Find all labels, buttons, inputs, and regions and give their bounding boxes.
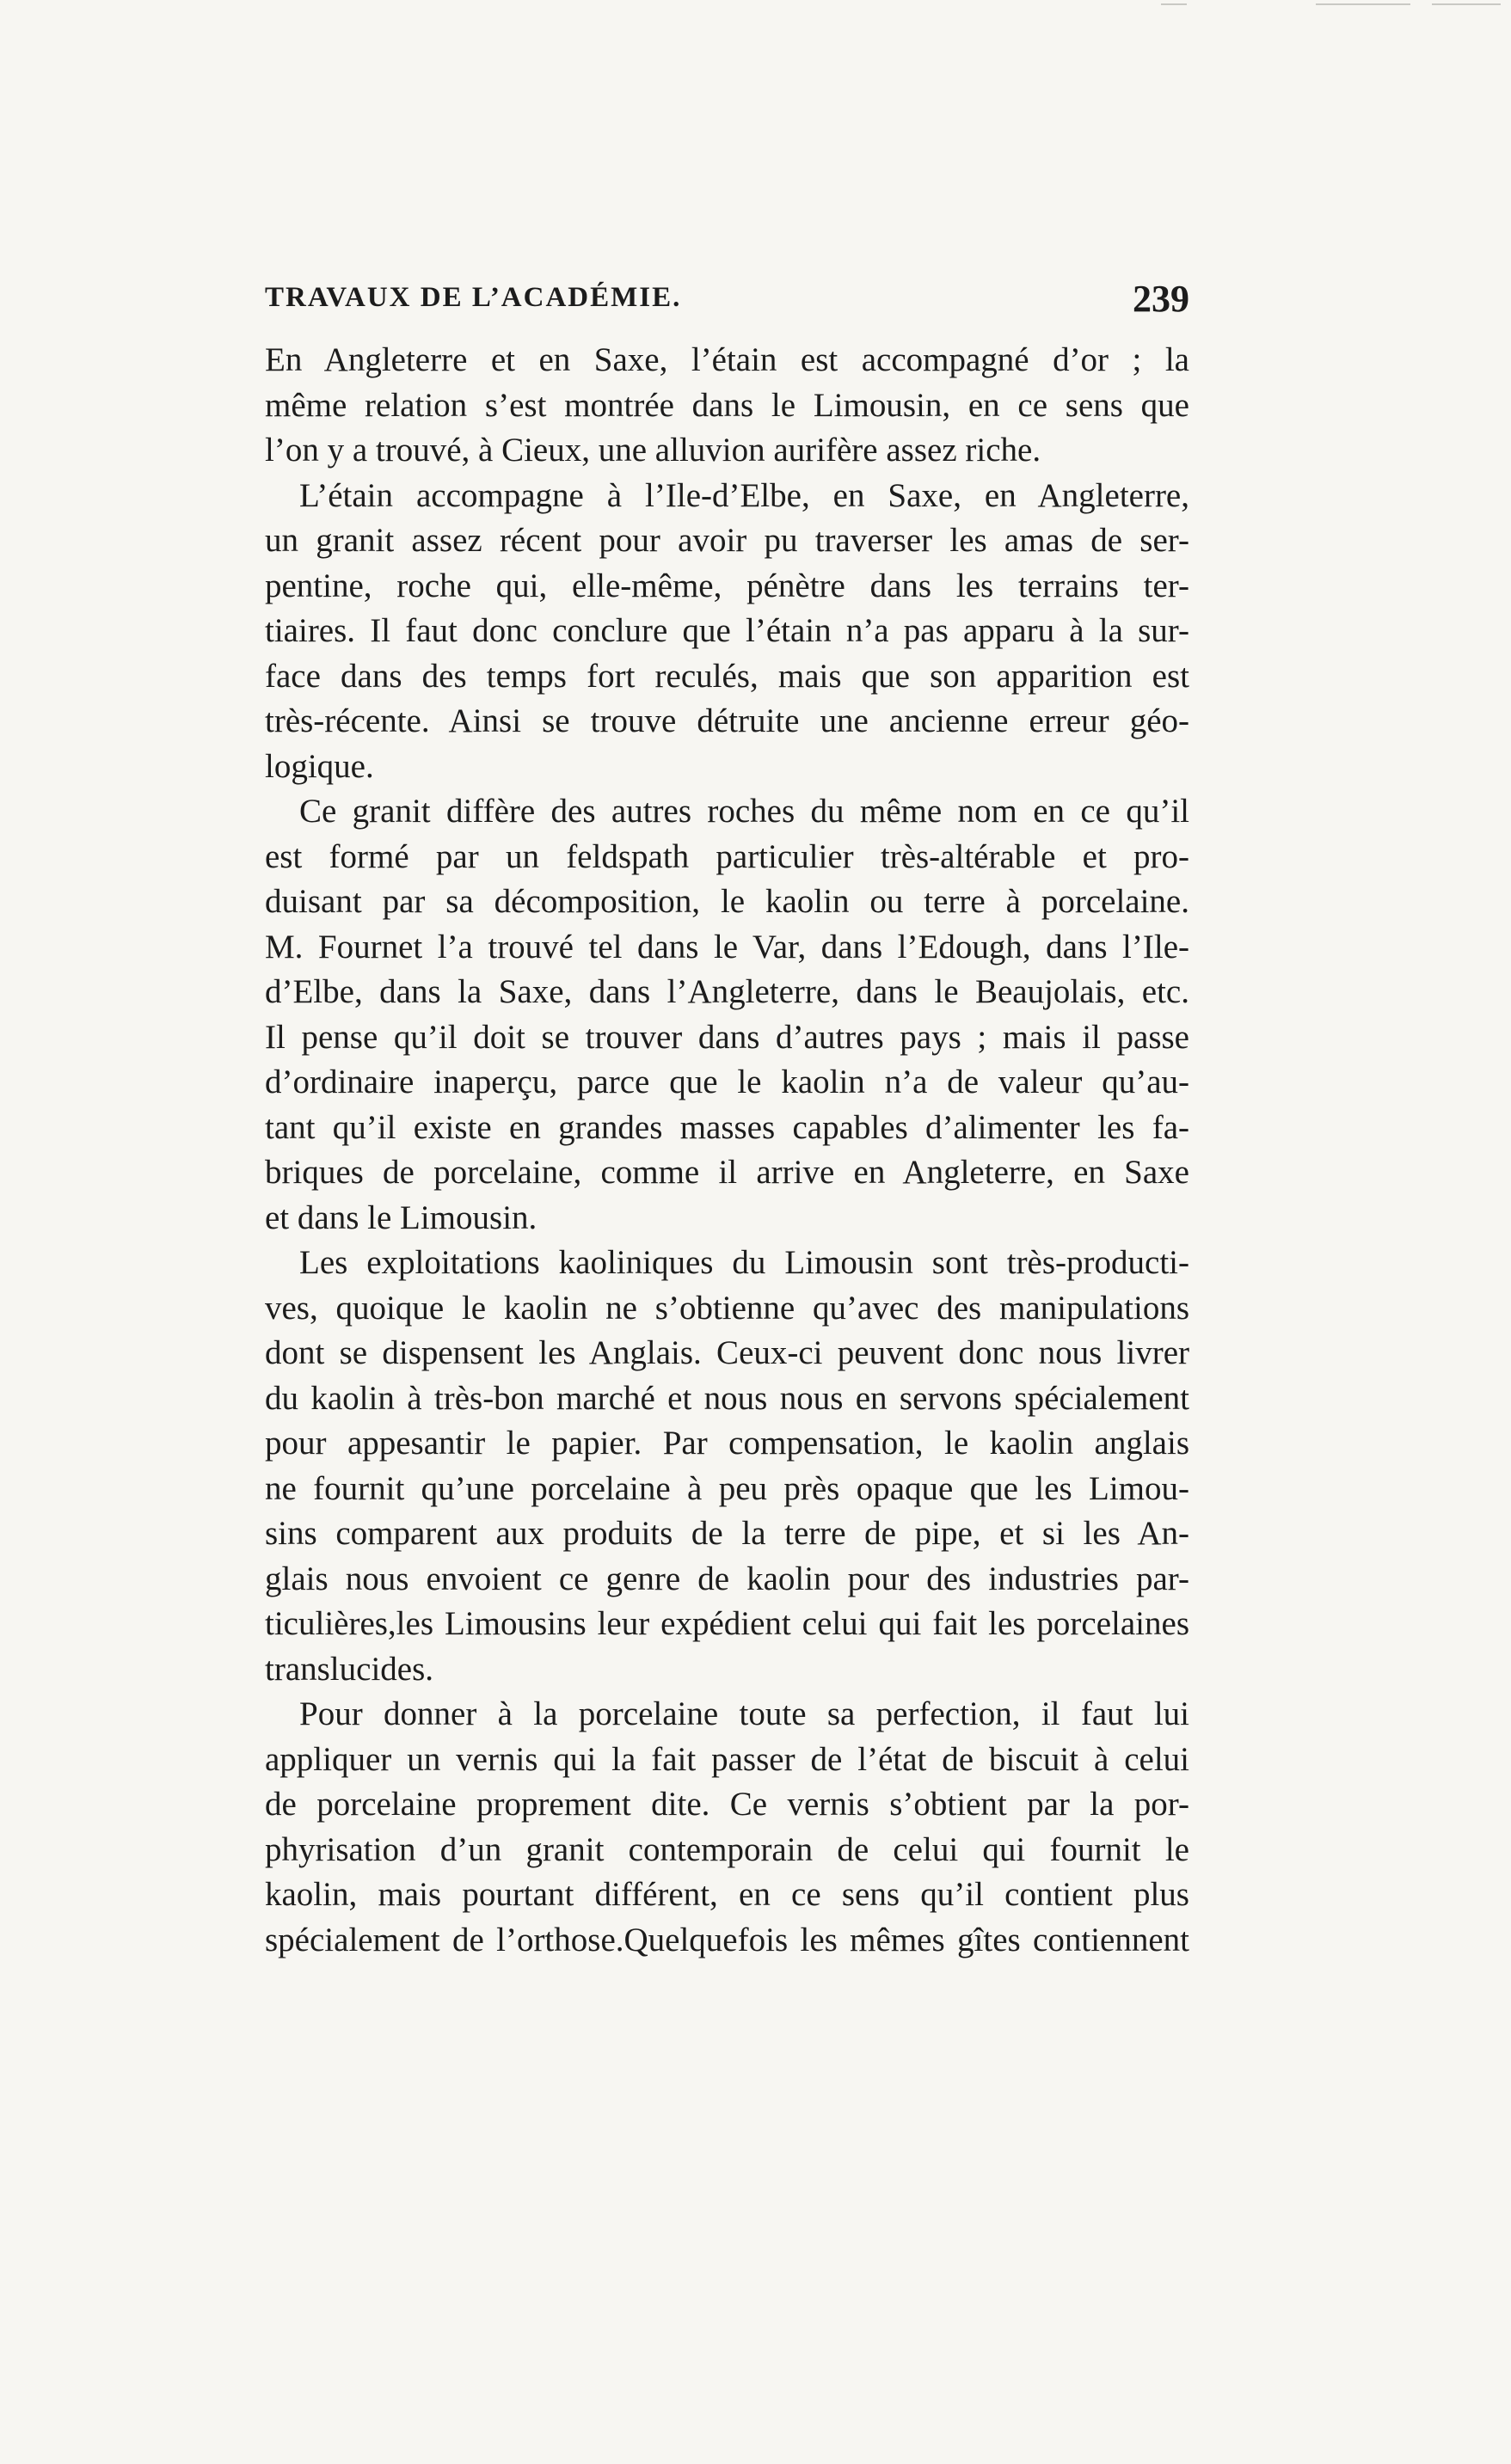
text-line: de porcelaine proprement dite. Ce vernis s’obtient par la por- — [265, 1786, 1189, 1823]
text-line: un granit assez récent pour avoir pu traverser les amas de ser- — [265, 522, 1189, 559]
scan-mark — [1316, 3, 1410, 5]
text-line: logique. — [265, 747, 374, 785]
text-line: phyrisation d’un granit contemporain de celui qui fournit le — [265, 1830, 1189, 1868]
body-text — [265, 338, 1189, 1963]
paragraph — [265, 789, 1189, 1241]
text-line: Pour donner à la porcelaine toute sa perfection, il faut lui — [299, 1695, 1189, 1732]
paragraph — [265, 1692, 1189, 1963]
text-line: même relation s’est montrée dans le Limousin, en ce sens que — [265, 386, 1189, 424]
text-line: appliquer un vernis qui la fait passer de l’état de biscuit à celui — [265, 1740, 1189, 1778]
text-line: d’Elbe, dans la Saxe, dans l’Angleterre, dans le Beaujolais, etc. — [265, 973, 1189, 1010]
scan-mark — [1161, 3, 1187, 5]
running-title: TRAVAUX DE L’ACADÉMIE. — [265, 282, 682, 313]
paragraph — [265, 474, 1189, 790]
text-line: est formé par un feldspath particulier très-altérable et pro- — [265, 837, 1189, 875]
text-line: d’ordinaire inaperçu, parce que le kaolin n’a de valeur qu’au- — [265, 1063, 1189, 1100]
running-header — [265, 275, 1189, 327]
text-line: glais nous envoient ce genre de kaolin pour des industries par- — [265, 1560, 1189, 1597]
text-line: spécialement de l’orthose.Quelquefois les mêmes gîtes contiennent — [265, 1921, 1189, 1958]
text-line: pentine, roche qui, elle-même, pénètre dans les terrains ter- — [265, 567, 1189, 604]
text-line: Ce granit diffère des autres roches du même nom en ce qu’il — [299, 793, 1189, 830]
text-line: ne fournit qu’une porcelaine à peu près opaque que les Limou- — [265, 1469, 1189, 1507]
text-line: translucides. — [265, 1650, 434, 1688]
text-line: ves, quoique le kaolin ne s’obtienne qu’avec des manipulations — [265, 1289, 1189, 1327]
paragraph — [265, 1241, 1189, 1692]
text-line: Il pense qu’il doit se trouver dans d’autres pays ; mais il passe — [265, 1018, 1189, 1056]
paragraph — [265, 338, 1189, 474]
text-line: kaolin, mais pourtant différent, en ce sens qu’il contient plus — [265, 1876, 1189, 1913]
page-number: 239 — [1133, 278, 1189, 320]
text-line: pour appesantir le papier. Par compensation, le kaolin anglais — [265, 1425, 1189, 1462]
text-line: et dans le Limousin. — [265, 1198, 537, 1236]
text-line: l’on y a trouvé, à Cieux, une alluvion aurifère assez riche. — [265, 432, 1041, 469]
text-line: Les exploitations kaoliniques du Limousin sont très-producti- — [299, 1244, 1189, 1281]
text-line: tant qu’il existe en grandes masses capables d’alimenter les fa- — [265, 1108, 1189, 1146]
text-line: L’étain accompagne à l’Ile-d’Elbe, en Saxe, en Angleterre, — [299, 476, 1189, 514]
text-line: sins comparent aux produits de la terre de pipe, et si les An- — [265, 1515, 1189, 1552]
text-line: briques de porcelaine, comme il arrive en Angleterre, en Saxe — [265, 1154, 1189, 1191]
text-line: duisant par sa décomposition, le kaolin ou terre à porcelaine. — [265, 883, 1189, 920]
scan-mark — [1432, 3, 1501, 5]
text-line: du kaolin à très-bon marché et nous nous en servons spécialement — [265, 1379, 1189, 1417]
text-line: dont se dispensent les Anglais. Ceux-ci peuvent donc nous livrer — [265, 1334, 1189, 1371]
text-line: En Angleterre et en Saxe, l’étain est accompagné d’or ; la — [265, 341, 1189, 378]
text-line: M. Fournet l’a trouvé tel dans le Var, dans l’Edough, dans l’Ile- — [265, 928, 1189, 965]
text-line: face dans des temps fort reculés, mais que son apparition est — [265, 657, 1189, 695]
text-line: tiaires. Il faut donc conclure que l’étain n’a pas apparu à la sur- — [265, 612, 1189, 649]
text-line: ticulières,les Limousins leur expédient celui qui fait les porcelaines — [265, 1605, 1189, 1642]
text-line: très-récente. Ainsi se trouve détruite une ancienne erreur géo- — [265, 702, 1189, 739]
